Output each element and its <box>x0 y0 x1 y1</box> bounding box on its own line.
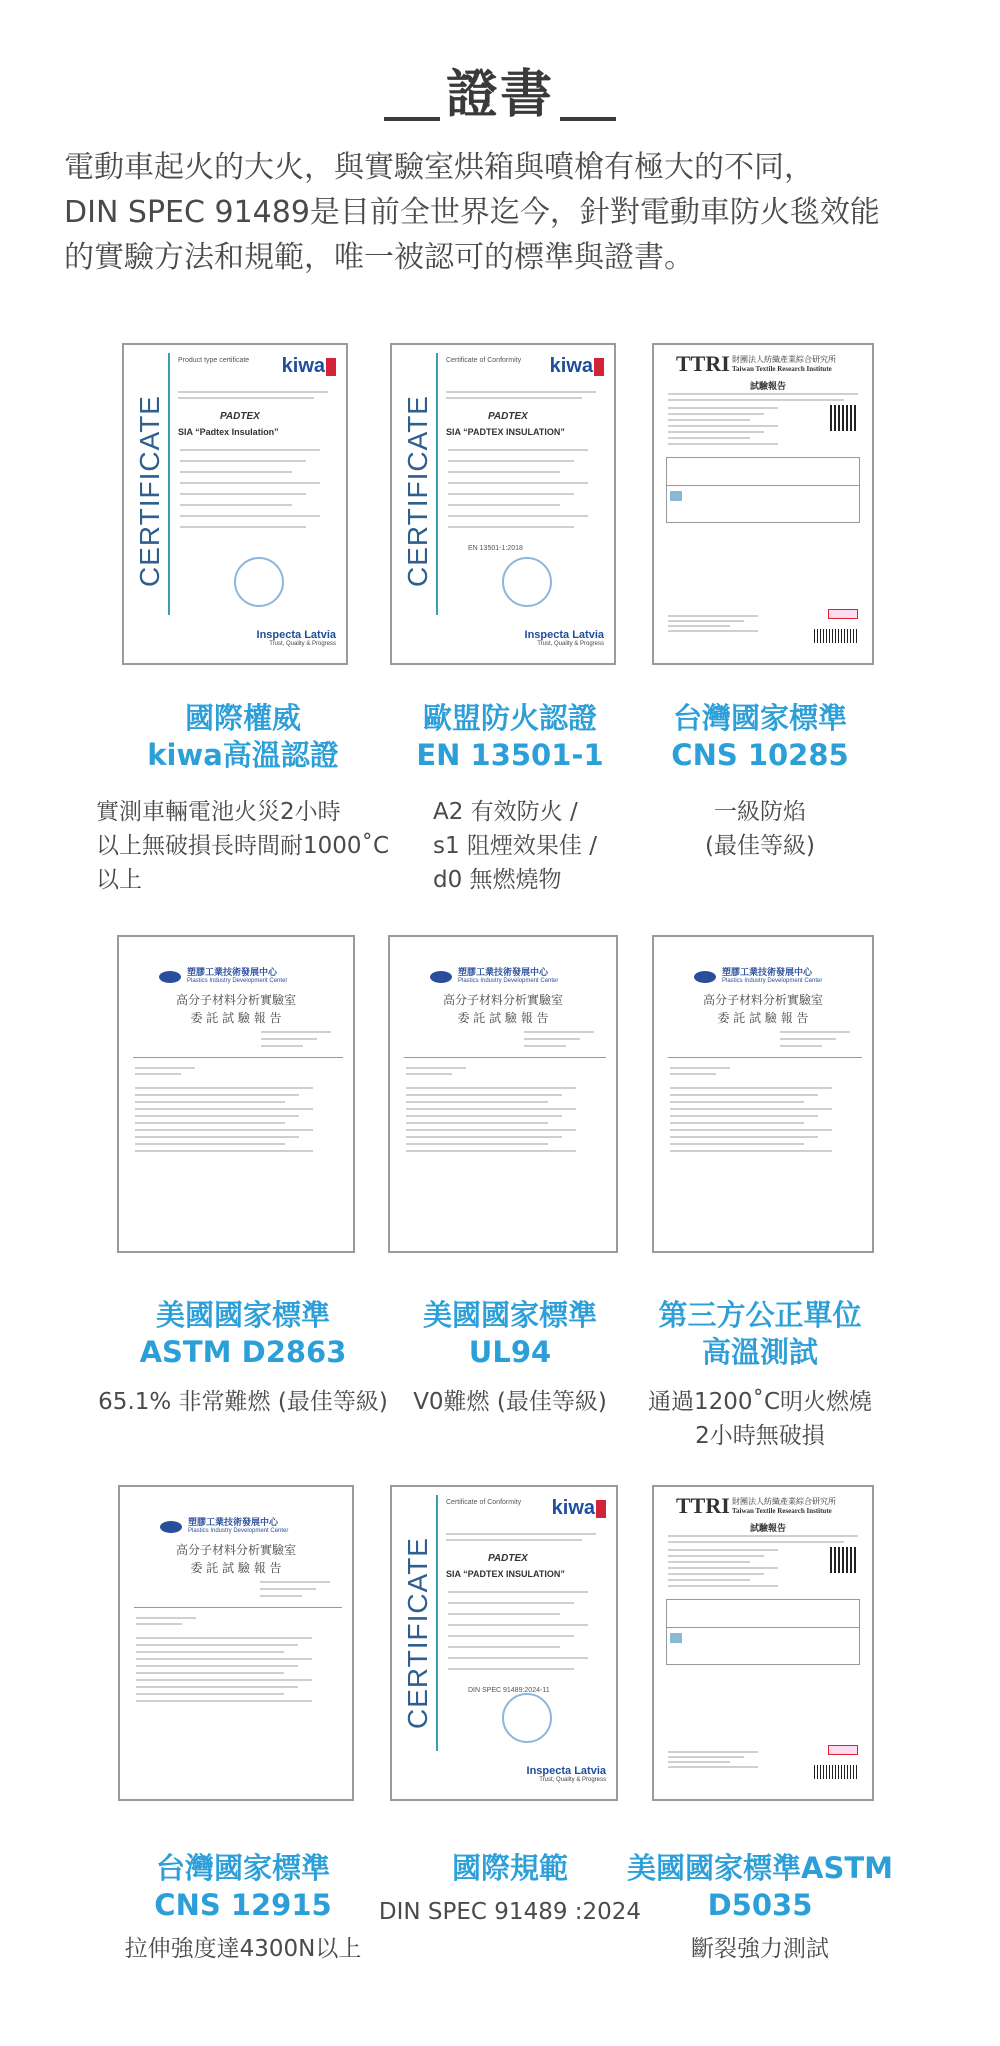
brand-logo: PADTEX <box>488 411 528 422</box>
header-rule <box>668 1057 862 1058</box>
institute-name-en: Taiwan Textile Research Institute <box>732 1507 832 1515</box>
text-line <box>446 397 582 399</box>
item-description-line: 通過1200˚C明火燃燒 <box>647 1389 873 1415</box>
text-line <box>668 393 858 395</box>
certification-description <box>93 1932 393 1966</box>
lab-name: 高分子材料分析實驗室 <box>175 1543 296 1557</box>
text-line <box>135 1101 285 1103</box>
kiwa-flag-icon <box>326 358 336 376</box>
text-line <box>448 1657 588 1659</box>
text-line <box>448 493 574 495</box>
text-line <box>446 1539 582 1541</box>
text-line <box>136 1665 298 1667</box>
barcode-icon <box>814 1765 858 1779</box>
text-line <box>668 1756 744 1758</box>
kiwa-seal <box>502 1693 552 1743</box>
text-line <box>135 1067 195 1069</box>
text-line <box>670 1115 818 1117</box>
item-description-line: s1 阻煙效果佳 / <box>433 833 597 859</box>
item-title: UL94 <box>468 1335 552 1369</box>
intro-line: DIN SPEC 91489是目前全世界迄今，針對電動車防火毯效能 <box>64 195 880 230</box>
certification-description <box>610 1932 910 1966</box>
certificate-image <box>388 935 618 1253</box>
text-line <box>668 630 758 632</box>
issuer-tagline: Trust, Quality & Progress <box>537 641 604 647</box>
standard-reference: EN 13501-1:2018 <box>468 545 523 552</box>
item-title: 台灣國家標準 <box>155 1851 330 1885</box>
certification-title-block <box>610 1297 910 1371</box>
text-line <box>668 1579 750 1581</box>
text-line <box>668 399 844 401</box>
text-line <box>448 526 574 528</box>
text-line <box>448 449 588 451</box>
text-line <box>406 1115 562 1117</box>
certificate-image <box>652 935 874 1253</box>
kiwa-logo <box>282 355 336 378</box>
title-underline-right <box>560 117 616 121</box>
issuer-name <box>257 629 336 647</box>
text-line <box>406 1087 576 1089</box>
item-description-line: V0難燃 (最佳等級) <box>413 1389 607 1415</box>
text-line <box>668 431 764 433</box>
kiwa-logo <box>550 355 604 378</box>
text-line <box>260 1588 316 1590</box>
issuer-tagline: Trust, Quality & Progress <box>539 1777 606 1783</box>
text-line <box>261 1045 303 1047</box>
center-name: 塑膠工業技術發展中心 <box>188 1517 279 1527</box>
text-line <box>135 1073 181 1075</box>
issuer-name-text: Inspecta Latvia <box>256 629 336 641</box>
text-line <box>135 1143 285 1145</box>
report-title: 試驗報告 <box>750 381 787 391</box>
header-rule <box>404 1057 606 1058</box>
text-line <box>178 397 314 399</box>
ttri-logo: TTRI <box>676 1493 730 1518</box>
results-table <box>666 457 860 523</box>
text-line <box>668 615 758 617</box>
certification-description <box>96 795 426 897</box>
text-line <box>406 1122 548 1124</box>
text-line <box>448 471 560 473</box>
text-line <box>406 1101 548 1103</box>
certificate-vertical-word: CERTIFICATE <box>402 395 433 587</box>
text-line <box>135 1115 299 1117</box>
text-line <box>524 1031 594 1033</box>
text-line <box>670 1143 804 1145</box>
report-title: 委 託 試 驗 報 告 <box>190 1561 282 1575</box>
text-line <box>448 1624 588 1626</box>
center-name: 塑膠工業技術發展中心 <box>458 967 549 977</box>
text-line <box>135 1136 299 1138</box>
text-line <box>668 443 778 445</box>
item-title: 美國國家標準 <box>422 1298 597 1332</box>
item-title: CNS 12915 <box>154 1888 332 1922</box>
institute-name: 財團法人紡織產業綜合研究所 <box>732 355 836 364</box>
text-line <box>668 1561 750 1563</box>
text-line <box>524 1045 566 1047</box>
text-line <box>136 1693 284 1695</box>
divider-line <box>436 1495 438 1751</box>
text-line <box>670 1122 804 1124</box>
text-line <box>668 437 750 439</box>
item-title: CNS 10285 <box>671 738 849 772</box>
text-line <box>446 391 596 393</box>
table-rule <box>666 1627 860 1628</box>
text-line <box>668 419 750 421</box>
sample-swatch <box>670 1633 682 1643</box>
text-line <box>446 1533 596 1535</box>
text-line <box>260 1581 330 1583</box>
report-title: 委 託 試 驗 報 告 <box>190 1011 282 1025</box>
text-line <box>178 391 328 393</box>
item-title: 台灣國家標準 <box>672 701 847 735</box>
text-line <box>670 1108 832 1110</box>
institute-name-en: Taiwan Textile Research Institute <box>732 365 832 373</box>
document-type: Certificate of Conformity <box>446 357 522 364</box>
qr-code-icon <box>830 405 856 431</box>
item-description-line: 斷裂強力測試 <box>691 1936 829 1962</box>
item-description-line: 實測車輛電池火災2小時 <box>96 799 341 825</box>
item-title: 美國國家標準 <box>155 1298 330 1332</box>
text-line <box>780 1045 822 1047</box>
page-title <box>446 52 554 127</box>
ttri-logo: TTRI <box>676 351 730 376</box>
issuer-name <box>525 629 604 647</box>
text-line <box>136 1637 312 1639</box>
text-line <box>670 1087 832 1089</box>
certification-title-block <box>93 1297 393 1371</box>
page-title-text: 證書 <box>445 65 554 125</box>
table-rule <box>666 485 860 486</box>
item-title: 歐盟防火認證 <box>422 701 597 735</box>
pidc-logo-icon <box>159 971 181 983</box>
item-title: 第三方公正單位 <box>658 1298 862 1332</box>
text-line <box>668 1549 778 1551</box>
sample-swatch <box>670 491 682 501</box>
stamp <box>828 1745 858 1755</box>
text-line <box>135 1108 313 1110</box>
text-line <box>670 1136 818 1138</box>
text-line <box>780 1031 850 1033</box>
barcode-icon <box>814 629 858 643</box>
center-name-en: Plastics Industry Development Center <box>722 978 823 984</box>
text-line <box>668 413 764 415</box>
text-line <box>136 1623 182 1625</box>
kiwa-flag-icon <box>594 358 604 376</box>
page-header <box>0 52 1000 127</box>
text-line <box>136 1679 312 1681</box>
certification-description <box>610 1385 910 1453</box>
text-line <box>668 425 778 427</box>
item-title: 美國國家標準ASTM <box>627 1851 893 1885</box>
text-line <box>261 1031 331 1033</box>
item-description-line: 2小時無破損 <box>695 1423 825 1449</box>
qr-code-icon <box>830 1547 856 1573</box>
item-description-line: 65.1% 非常難燃 (最佳等級) <box>98 1389 388 1415</box>
text-line <box>135 1087 313 1089</box>
item-title: 高溫測試 <box>701 1335 818 1369</box>
item-title: 國際權威 <box>184 701 301 735</box>
report-title: 試驗報告 <box>750 1523 787 1533</box>
kiwa-flag-icon <box>596 1500 606 1518</box>
text-line <box>668 1541 844 1543</box>
item-title: D5035 <box>707 1888 813 1922</box>
text-line <box>670 1150 832 1152</box>
divider-line <box>168 353 170 615</box>
item-description-line: 拉伸強度達4300N以上 <box>124 1936 362 1962</box>
certificate-image <box>390 1485 618 1801</box>
center-name: 塑膠工業技術發展中心 <box>722 967 813 977</box>
text-line <box>670 1073 716 1075</box>
text-line <box>180 504 292 506</box>
institute-name: 財團法人紡織產業綜合研究所 <box>732 1497 836 1506</box>
text-line <box>668 625 730 627</box>
center-name: 塑膠工業技術發展中心 <box>187 967 278 977</box>
item-title: 國際規範 <box>451 1851 568 1885</box>
issuer-tagline: Trust, Quality & Progress <box>269 641 336 647</box>
certification-title-block <box>610 700 910 774</box>
report-title: 委 託 試 驗 報 告 <box>717 1011 809 1025</box>
text-line <box>448 1602 574 1604</box>
divider-line <box>436 353 438 615</box>
lab-name: 高分子材料分析實驗室 <box>442 993 563 1007</box>
certificate-image <box>390 343 616 665</box>
text-line <box>406 1067 466 1069</box>
kiwa-logo-text: kiwa <box>281 355 325 377</box>
text-line <box>668 1761 730 1763</box>
kiwa-logo <box>552 1497 606 1520</box>
text-line <box>670 1101 804 1103</box>
text-line <box>448 1668 574 1670</box>
lab-name: 高分子材料分析實驗室 <box>702 993 823 1007</box>
text-line <box>448 1635 574 1637</box>
text-line <box>180 493 306 495</box>
header-rule <box>134 1607 342 1608</box>
text-line <box>406 1136 562 1138</box>
intro-line: 電動車起火的大火，與實驗室烘箱與噴槍有極大的不同， <box>64 150 814 185</box>
item-description-line: A2 有效防火 / <box>433 799 578 825</box>
text-line <box>180 515 320 517</box>
center-name-en: Plastics Industry Development Center <box>188 1528 289 1534</box>
item-title: ASTM D2863 <box>139 1335 347 1369</box>
text-line <box>448 1591 588 1593</box>
title-underline-left <box>384 117 440 121</box>
text-line <box>668 1766 758 1768</box>
results-table <box>666 1599 860 1665</box>
text-line <box>180 460 306 462</box>
header-rule <box>133 1057 343 1058</box>
certificate-image <box>118 1485 354 1801</box>
center-name-en: Plastics Industry Development Center <box>458 978 559 984</box>
report-title: 委 託 試 驗 報 告 <box>457 1011 549 1025</box>
brand-logo: PADTEX <box>220 411 260 422</box>
standard-reference: DIN SPEC 91489:2024-11 <box>468 1687 550 1694</box>
text-line <box>135 1122 285 1124</box>
intro-paragraph <box>64 145 964 280</box>
text-line <box>136 1686 298 1688</box>
issuer-name-text: Inspecta Latvia <box>526 1765 606 1777</box>
issuer-name-text: Inspecta Latvia <box>524 629 604 641</box>
text-line <box>670 1129 832 1131</box>
certificate-holder: SIA “Padtex Insulation” <box>178 427 279 437</box>
text-line <box>448 460 574 462</box>
text-line <box>668 1573 764 1575</box>
text-line <box>136 1644 298 1646</box>
text-line <box>136 1672 284 1674</box>
text-line <box>406 1129 576 1131</box>
text-line <box>448 1613 560 1615</box>
certification-title-block <box>93 1850 393 1924</box>
text-line <box>448 515 588 517</box>
document-type: Certificate of Conformity <box>446 1499 522 1506</box>
text-line <box>406 1108 576 1110</box>
stamp <box>828 609 858 619</box>
lab-name: 高分子材料分析實驗室 <box>175 993 296 1007</box>
text-line <box>260 1595 302 1597</box>
text-line <box>668 620 744 622</box>
text-line <box>448 504 560 506</box>
center-name-en: Plastics Industry Development Center <box>187 978 288 984</box>
certification-title-block <box>93 700 393 774</box>
text-line <box>448 482 588 484</box>
certificate-holder: SIA “PADTEX INSULATION” <box>446 427 565 437</box>
certificate-image <box>117 935 355 1253</box>
item-description-line: 以上 <box>96 867 142 893</box>
brand-logo: PADTEX <box>488 1553 528 1564</box>
text-line <box>406 1150 576 1152</box>
text-line <box>261 1038 317 1040</box>
text-line <box>136 1617 196 1619</box>
kiwa-logo-text: kiwa <box>549 355 593 377</box>
pidc-logo-icon <box>160 1521 182 1533</box>
text-line <box>135 1150 313 1152</box>
text-line <box>135 1129 313 1131</box>
text-line <box>668 407 778 409</box>
item-description-line: 一級防焰 <box>714 799 806 825</box>
item-description-line: (最佳等級) <box>705 833 815 859</box>
certificate-holder: SIA “PADTEX INSULATION” <box>446 1569 565 1579</box>
certificate-image <box>652 1485 874 1801</box>
text-line <box>668 1535 858 1537</box>
text-line <box>524 1038 580 1040</box>
text-line <box>136 1651 284 1653</box>
certificate-image <box>652 343 874 665</box>
item-description-line: d0 無燃燒物 <box>433 867 562 893</box>
text-line <box>670 1067 730 1069</box>
pidc-logo-icon <box>694 971 716 983</box>
certification-description <box>610 795 910 863</box>
intro-line: 的實驗方法和規範，唯一被認可的標準與證書。 <box>64 240 694 275</box>
text-line <box>448 1646 560 1648</box>
text-line <box>136 1700 312 1702</box>
item-description-line: 以上無破損長時間耐1000˚C <box>96 833 390 859</box>
text-line <box>668 1585 778 1587</box>
text-line <box>136 1658 312 1660</box>
text-line <box>406 1143 548 1145</box>
certificate-vertical-word: CERTIFICATE <box>402 1537 433 1729</box>
text-line <box>406 1073 452 1075</box>
certificate-image <box>122 343 348 665</box>
item-title: kiwa高溫認證 <box>147 738 339 772</box>
kiwa-seal <box>502 557 552 607</box>
item-description-line: DIN SPEC 91489 :2024 <box>378 1899 642 1925</box>
text-line <box>668 1567 778 1569</box>
certification-title-block <box>610 1850 910 1924</box>
text-line <box>780 1038 836 1040</box>
issuer-name <box>527 1765 606 1783</box>
item-title: EN 13501-1 <box>416 738 604 772</box>
text-line <box>180 526 306 528</box>
certificate-vertical-word: CERTIFICATE <box>134 395 165 587</box>
text-line <box>668 1555 764 1557</box>
text-line <box>668 1751 758 1753</box>
text-line <box>180 449 320 451</box>
document-type: Product type certificate <box>178 357 250 364</box>
text-line <box>406 1094 562 1096</box>
text-line <box>180 482 320 484</box>
kiwa-seal <box>234 557 284 607</box>
kiwa-logo-text: kiwa <box>551 1497 595 1519</box>
text-line <box>670 1094 818 1096</box>
text-line <box>180 471 292 473</box>
pidc-logo-icon <box>430 971 452 983</box>
text-line <box>135 1094 299 1096</box>
